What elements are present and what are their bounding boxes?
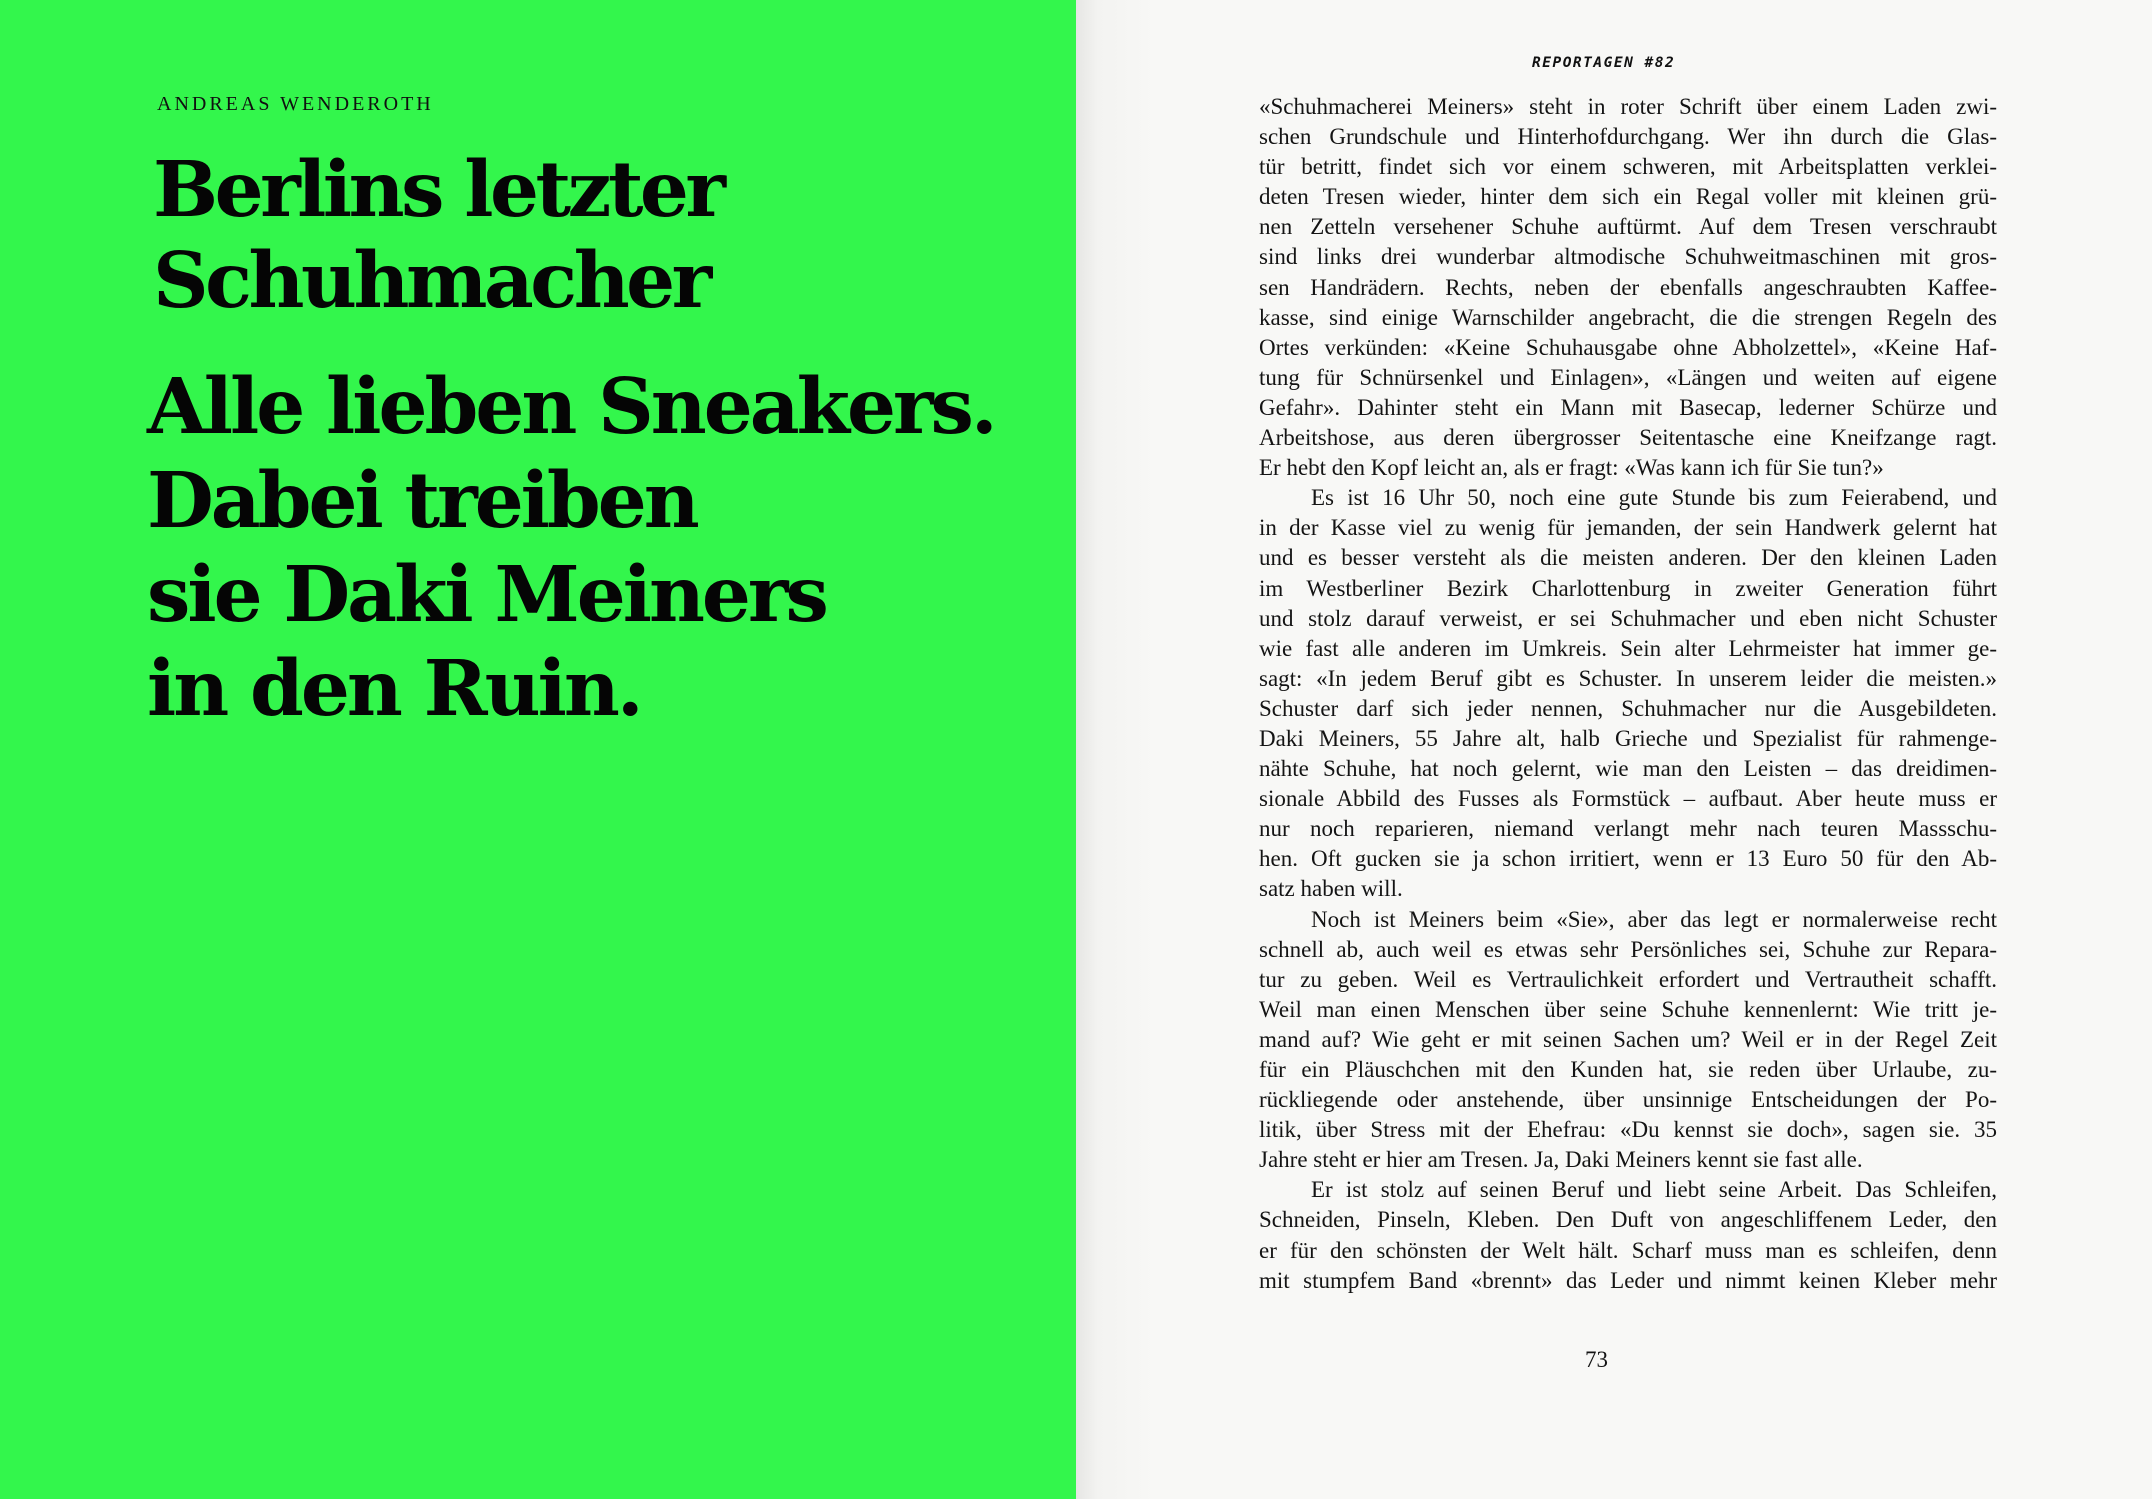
article-title xyxy=(153,145,722,327)
article-body xyxy=(1259,92,1997,1296)
subtitle-line: Alle lieben Sneakers. xyxy=(147,362,995,452)
article-subtitle xyxy=(147,360,995,736)
body-line: und stolz darauf verweist, er sei Schuhmacher und eben nicht Schuster xyxy=(1259,605,1997,631)
body-line: nähte Schuhe, hat noch gelernt, wie man den Leisten – das dreidimen- xyxy=(1259,756,1997,782)
body-line: sen Handrädern. Rechts, neben der ebenfalls angeschraubten Kaffee- xyxy=(1259,274,1997,300)
body-line: rückliegende oder anstehende, über unsinnige Entscheidungen der Po- xyxy=(1259,1087,1997,1113)
body-line: schen Grundschule und Hinterhofdurchgang. Wer ihn durch die Glas- xyxy=(1259,124,1997,150)
right-page xyxy=(1076,0,2152,1499)
body-line: Gefahr». Dahinter steht ein Mann mit Basecap, lederner Schürze und xyxy=(1259,394,1997,420)
body-line: Schuster darf sich jeder nennen, Schuhmacher nur die Ausgebildeten. xyxy=(1259,695,1997,721)
body-line: litik, über Stress mit der Ehefrau: «Du kennst sie doch», sagen sie. 35 xyxy=(1259,1117,1997,1143)
body-line: im Westberliner Bezirk Charlottenburg in zweiter Generation führt xyxy=(1259,575,1997,601)
body-line: mand auf? Wie geht er mit seinen Sachen um? Weil er in der Regel Zeit xyxy=(1259,1026,1997,1052)
subtitle-line: in den Ruin. xyxy=(147,644,641,734)
body-line: wie fast alle anderen im Umkreis. Sein alter Lehrmeister hat immer ge- xyxy=(1259,635,1997,661)
body-line: Schneiden, Pinseln, Kleben. Den Duft von angeschliffenem Leder, den xyxy=(1259,1207,1997,1233)
body-line: Weil man einen Menschen über seine Schuhe kennenlernt: Wie tritt je- xyxy=(1259,996,1997,1022)
body-line: Er ist stolz auf seinen Beruf und liebt seine Arbeit. Das Schleifen, xyxy=(1311,1177,1997,1203)
body-line: mit stumpfem Band «brennt» das Leder und nimmt keinen Kleber mehr xyxy=(1259,1267,1997,1293)
body-line: Arbeitshose, aus deren übergrosser Seitentasche eine Kneifzange ragt. xyxy=(1259,425,1997,451)
body-line: sagt: «In jedem Beruf gibt es Schuster. In unserem leider die meisten.» xyxy=(1259,665,1997,691)
body-line: sionale Abbild des Fusses als Formstück – aufbaut. Aber heute muss er xyxy=(1259,786,1997,812)
body-line: tung für Schnürsenkel und Einlagen», «Längen und weiten auf eigene xyxy=(1259,364,1997,390)
body-line: kasse, sind einige Warnschilder angebracht, die die strengen Regeln des xyxy=(1259,304,1997,330)
page-number: 73 xyxy=(1585,1347,1608,1372)
title-line: Berlins letzter xyxy=(153,145,723,235)
body-line: und es besser versteht als die meisten anderen. Der den kleinen Laden xyxy=(1259,545,1997,571)
body-line: nur noch reparieren, niemand verlangt mehr nach teuren Massschu- xyxy=(1259,816,1997,842)
body-line: Jahre steht er hier am Tresen. Ja, Daki Meiners kennt sie fast alle. xyxy=(1259,1147,1863,1173)
body-line: Noch ist Meiners beim «Sie», aber das legt er normalerweise recht xyxy=(1311,906,1997,932)
body-line: schnell ab, auch weil es etwas sehr Persönliches sei, Schuhe zur Repara- xyxy=(1259,936,1997,962)
running-head: REPORTAGEN #82 xyxy=(1532,55,1676,71)
author-name: ANDREAS WENDEROTH xyxy=(157,93,434,115)
body-line: «Schuhmacherei Meiners» steht in roter Schrift über einem Laden zwi- xyxy=(1259,94,1997,119)
subtitle-line: Dabei treiben xyxy=(147,456,697,546)
body-line: er für den schönsten der Welt hält. Scharf muss man es schleifen, denn xyxy=(1259,1237,1997,1263)
body-line: tur zu geben. Weil es Vertraulichkeit erfordert und Vertrautheit schafft. xyxy=(1259,966,1997,992)
body-line: in der Kasse viel zu wenig für jemanden, der sein Handwerk gelernt hat xyxy=(1259,515,1997,541)
body-line: Ortes verkünden: «Keine Schuhausgabe ohne Abholzettel», «Keine Haf- xyxy=(1259,334,1997,360)
body-line: Es ist 16 Uhr 50, noch eine gute Stunde bis zum Feierabend, und xyxy=(1311,485,1997,511)
body-line: satz haben will. xyxy=(1259,876,1403,902)
body-line: nen Zetteln versehener Schuhe auftürmt. Auf dem Tresen verschraubt xyxy=(1259,214,1997,240)
body-line: für ein Pläuschchen mit den Kunden hat, sie reden über Urlaube, zu- xyxy=(1259,1057,1997,1082)
title-line: Schuhmacher xyxy=(153,236,709,326)
body-line: Daki Meiners, 55 Jahre alt, halb Grieche und Spezialist für rahmenge- xyxy=(1259,725,1997,751)
subtitle-line: sie Daki Meiners xyxy=(147,550,826,640)
body-line: Er hebt den Kopf leicht an, als er fragt: «Was kann ich für Sie tun?» xyxy=(1259,455,1884,481)
body-line: hen. Oft gucken sie ja schon irritiert, wenn er 13 Euro 50 für den Ab- xyxy=(1259,846,1997,872)
body-line: sind links drei wunderbar altmodische Schuhweitmaschinen mit gros- xyxy=(1259,244,1997,270)
body-line: deten Tresen wieder, hinter dem sich ein Regal voller mit kleinen grü- xyxy=(1259,184,1997,210)
body-line: tür betritt, findet sich vor einem schweren, mit Arbeitsplatten verklei- xyxy=(1259,154,1997,180)
